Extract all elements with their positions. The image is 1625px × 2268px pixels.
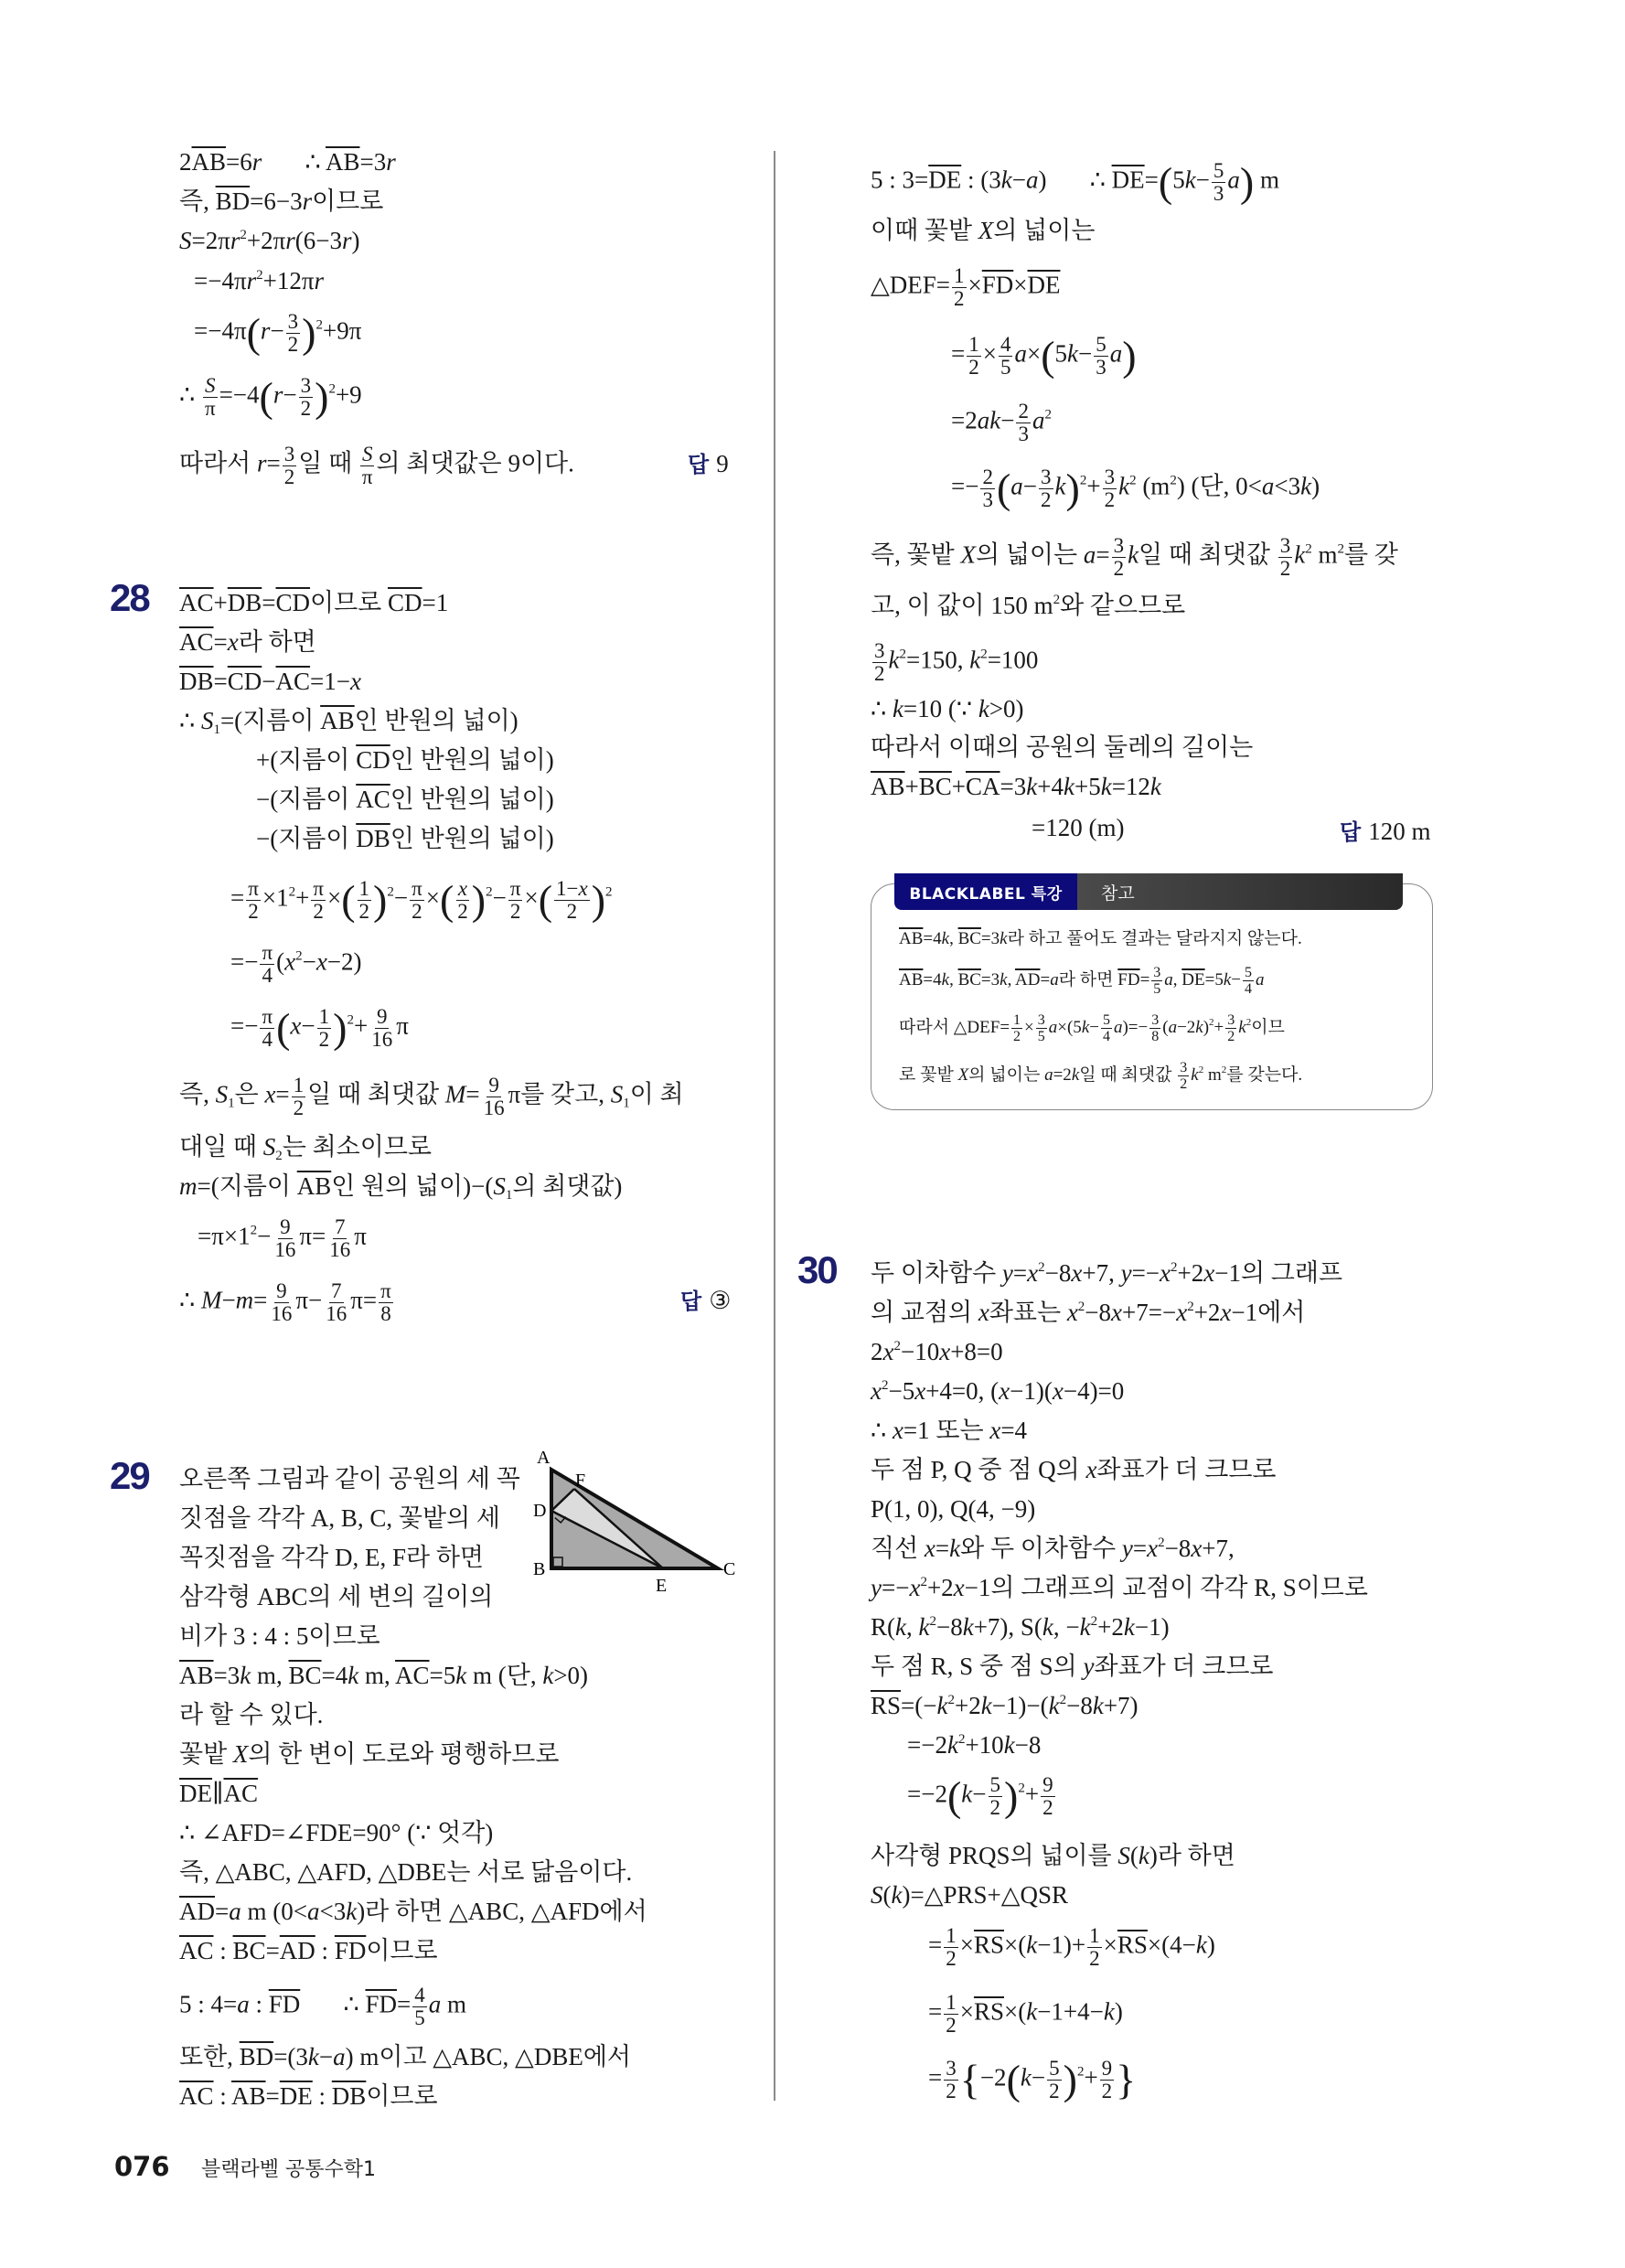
label-D: D: [533, 1501, 547, 1521]
q27-line-2: 즉, $\overline{BD}=6-3r$이므로: [179, 187, 384, 215]
book-title: 블랙라벨 공통수학1: [201, 2158, 377, 2181]
q28-line-3: $\overline{DB}=\overline{CD}-\overline{AC}=1-x$: [179, 668, 361, 695]
blacklabel-note-box: [871, 883, 1433, 1110]
q29-line-4: 삼각형 ABC의 세 변의 길이의: [179, 1583, 494, 1610]
q28-line-6: −(지름이 $\overline{AC}$인 반원의 넓이): [256, 786, 554, 813]
q29-line-7: 라 할 수 있다.: [179, 1701, 324, 1728]
q28-line-13: m=(지름이 $\overline{AB}$인 원의 넓이)$-(S_1$의 최댓값): [179, 1172, 623, 1203]
q30-line-6: 두 점 P, Q 중 점 Q의 x좌표가 더 크므로: [871, 1456, 1277, 1483]
note-label: BLACKLABEL 특강: [894, 873, 1077, 910]
q29-line-1: 오른쪽 그림과 같이 공원의 세 꼭: [179, 1465, 520, 1492]
q29-line-6: $\overline{AB}=3k$ m, $\overline{BC}=4k$ m, $\overline{AC}=5k$ m (단, k>0): [179, 1662, 589, 1689]
q29-answer: 답 120 m: [1340, 818, 1431, 845]
q27-line-6: ∴ $\frac{S}{\pi}$ =−4(r− $\frac{3}{2}$ )$^2$+9: [179, 373, 362, 421]
label-A: A: [537, 1448, 551, 1468]
q30-line-12: $\overline{RS}=(-k^2+2k-1)-(k^2-8k+7)$: [871, 1692, 1139, 1719]
q29c-line-12: $\overline{AB}+\overline{BC}+\overline{CA}=3k+4k+5k=12k$: [871, 773, 1161, 800]
answer-tag: 답: [688, 452, 710, 477]
q29-line-2: 짓점을 각각 A, B, C, 꽃밭의 세: [179, 1504, 501, 1532]
q29-line-15: 또한, $\overline{BD}=(3k-a)$ m이고 △ABC, △DBE에서: [179, 2043, 631, 2070]
q29-line-16: $\overline{AC}$ : $\overline{AB}=\overline{DE}$ : $\overline{DB}$이므로: [179, 2082, 438, 2110]
q28-line-14: $=\pi\times 1^2-$ $\frac{9}{16}$ π= $\frac{7}{16}$ π: [198, 1215, 367, 1261]
q30-line-7: P(1, 0), Q(4, −9): [871, 1495, 1036, 1523]
note-header: [894, 873, 1403, 910]
q30-line-9: $y=-x^2+2x-1$의 그래프의 교점이 각각 R, S이므로: [871, 1574, 1368, 1601]
q28-line-4: ∴ $S_1=$(지름이 $\overline{AB}$인 반원의 넓이): [179, 707, 519, 737]
q29-line-3: 꼭짓점을 각각 D, E, F라 하면: [179, 1544, 484, 1571]
q29c-line-6: =− $\frac{2}{3}$ (a− $\frac{3}{2}$ k)$^2$+ $\frac{3}{2}$ $k^2$ $(m^2)$ (단, 0<a<3k): [951, 465, 1320, 512]
q29-line-10: ∴ ∠AFD=∠FDE=90° (∵ 엇각): [179, 1819, 494, 1846]
q27-line-1: $2\overline{AB}=6r$ ∴ $\overline{AB}=3r$: [179, 148, 396, 176]
q30-line-14: =−2(k− $\frac{5}{2}$ )$^2$+ $\frac{9}{2}$: [907, 1772, 1053, 1820]
q28-line-1: $\overline{AC}+\overline{DB}=\overline{CD}$이므로 $\overline{CD}=1$: [179, 589, 449, 616]
q28-line-15: ∴ M−m= $\frac{9}{16}$ π− $\frac{7}{16}$ π= $\frac{\pi}{8}$: [179, 1279, 391, 1325]
q29-line-13: $\overline{AC}$ : $\overline{BC}=\overline{AD}$ : $\overline{FD}$이므로: [179, 1937, 438, 1964]
q28-line-8: = $\frac{\pi}{2}$ $\times 1^2+$ $\frac{\pi}{2}$ ×( $\frac{1}{2}$ )$^2$− $\frac{\pi}{2}$ ×( $\frac{x}{2}$ )$^2$− $\frac{\pi}{2}$ ×( $\frac{1-x}{2}$ )$^2$: [230, 876, 613, 924]
q27-line-7: 따라서 r= $\frac{3}{2}$ 일 때 $\frac{S}{\pi}$ 의 최댓값은 9이다.: [179, 443, 574, 488]
q28-line-7: −(지름이 $\overline{DB}$인 반원의 넓이): [256, 825, 554, 852]
q29c-line-2: 이때 꽃밭 X의 넓이는: [871, 217, 1096, 244]
q29c-line-1: 5 : $3=\overline{DE}$ : (3k−a) ∴ $\overline{DE}=(5k-$ $\frac{5}{3}$ a) m: [871, 158, 1279, 206]
q29c-line-7: 즉, 꽃밭 X의 넓이는 a= $\frac{3}{2}$ k일 때 최댓값 $\frac{3}{2}$ $k^2$ $m^2$를 갖: [871, 534, 1398, 580]
question-number-28: 28: [110, 576, 149, 619]
q29-line-9: $\overline{DE}\parallel\overline{AC}$: [179, 1780, 258, 1807]
question-number-29: 29: [110, 1454, 149, 1497]
q28-line-2: $\overline{AC}=x$라 하면: [179, 628, 316, 656]
q30-line-2: 의 교점의 x좌표는 $x^2-8x+7=-x^2+2x-1$에서: [871, 1299, 1306, 1326]
answer-tag: 답: [1340, 819, 1362, 845]
q30-line-16: S(k)=△PRS+△QSR: [871, 1881, 1069, 1909]
q29-line-11: 즉, △ABC, △AFD, △DBE는 서로 닮음이다.: [179, 1858, 633, 1886]
q30-line-18: = $\frac{1}{2}$ $\times\overline{RS}\times(k-1+4-k)$: [928, 1991, 1123, 2037]
q29-line-14: 5 : 4=a : $\overline{FD}$ ∴ $\overline{FD}=$ $\frac{4}{5}$ a m: [179, 1984, 466, 2029]
q29-line-12: $\overline{AD}=a$ m (0<a<3k)라 하면 △ABC, △AFD에서: [179, 1898, 647, 1925]
q30-line-5: ∴ x=1 또는 x=4: [871, 1417, 1028, 1444]
q29c-line-10: ∴ k=10 (∵ k>0): [871, 695, 1024, 722]
label-C: C: [723, 1559, 736, 1579]
page-number: 076: [114, 2151, 170, 2182]
q29-line-5: 비가 3 : 4 : 5이므로: [179, 1622, 380, 1650]
note-line-1: $\overline{AB}=4k$, $\overline{BC}=3k$라 하고 풀어도 결과는 달라지지 않는다.: [899, 929, 1302, 948]
q27-line-5: =−4π(r− $\frac{3}{2}$ )$^2$+9π: [194, 309, 362, 357]
q29c-line-13: =120 (m): [1032, 814, 1125, 841]
q27-answer: 답 9: [688, 450, 729, 477]
q29c-line-11: 따라서 이때의 공원의 둘레의 길이는: [871, 733, 1254, 761]
q30-line-1: 두 이차함수 $y=x^2-8x+7$, $y=-x^2+2x-1$의 그래프: [871, 1259, 1343, 1287]
label-F: F: [575, 1471, 586, 1491]
note-line-2: $\overline{AB}=4k$, $\overline{BC}=3k$, $\overline{AD}=a$라 하면 $\overline{FD}=$ $\frac{3}{5}$ a, $\overline{DE}=5k-$ $\frac{5}{4}$ a: [899, 965, 1265, 997]
q30-line-11: 두 점 R, S 중 점 S의 y좌표가 더 크므로: [871, 1653, 1274, 1680]
note-line-4: 로 꽃밭 X의 넓이는 a=2k일 때 최댓값 $\frac{3}{2}$ $k^2$ $m^2$를 갖는다.: [899, 1060, 1303, 1092]
q30-line-19: = $\frac{3}{2}$ {−2(k− $\frac{5}{2}$ )$^2$+ $\frac{9}{2}$ }: [928, 2056, 1137, 2103]
answer-tag: 답: [680, 1289, 702, 1314]
q30-line-4: $x^2-5x+4=0$, (x−1)(x−4)=0: [871, 1377, 1125, 1405]
label-E: E: [656, 1576, 668, 1596]
q28-answer: 답 ③: [680, 1287, 732, 1314]
q27-line-4: $=-4\pi r^2+12\pi r$: [194, 267, 324, 294]
q29-line-8: 꽃밭 X의 한 변이 도로와 평행하므로: [179, 1740, 560, 1768]
q28-line-9: =− $\frac{\pi}{4}$ $(x^2-x-2)$: [230, 941, 362, 987]
column-divider: [774, 151, 775, 2101]
q29c-line-3: △DEF= $\frac{1}{2}$ $\times\overline{FD}\times\overline{DE}$: [871, 264, 1061, 310]
q28-line-12: 대일 때 $S_2$는 최소이므로: [179, 1133, 432, 1163]
q30-line-15: 사각형 PRQS의 넓이를 S(k)라 하면: [871, 1842, 1235, 1869]
q29c-line-5: =2ak− $\frac{2}{3}$ $a^2$: [951, 400, 1052, 445]
q28-line-5: +(지름이 $\overline{CD}$인 반원의 넓이): [256, 746, 554, 774]
q28-line-11: 즉, $S_1$은 x= $\frac{1}{2}$ 일 때 최댓값 M= $\frac{9}{16}$ π를 갖고, $S_1$이 최: [179, 1074, 684, 1119]
q29c-line-8: 고, 이 값이 150 $m^2$와 같으므로: [871, 592, 1186, 619]
q30-line-13: $=-2k^2+10k-8$: [907, 1731, 1042, 1759]
q30-line-8: 직선 x=k와 두 이차함수 $y=x^2-8x+7$,: [871, 1535, 1235, 1562]
q30-line-10: R(k, $k^2-8k+7$), S(k, $-k^2+2k-1$): [871, 1613, 1170, 1641]
q30-line-17: = $\frac{1}{2}$ $\times\overline{RS}\times(k-1)+$ $\frac{1}{2}$ $\times\overline{RS}\times(4-k)$: [928, 1924, 1215, 1970]
q29c-line-9: $\frac{3}{2}$ $k^2=150$, $k^2=100$: [874, 639, 1039, 685]
q30-line-3: $2x^2-10x+8=0$: [871, 1338, 1003, 1365]
question-number-30: 30: [797, 1248, 837, 1291]
q27-line-3: $S=2\pi r^2+2\pi r(6-3r)$: [179, 227, 360, 254]
note-category: 참고: [1077, 873, 1403, 910]
triangle-figure: [517, 1436, 754, 1619]
note-line-3: 따라서 △DEF= $\frac{1}{2}$ × $\frac{3}{5}$ a×(5k− $\frac{5}{4}$ a)=− $\frac{3}{8}$ $(a-2k)^2+$ $\frac{3}{2}$ $k^2$이므: [899, 1012, 1285, 1044]
label-B: B: [533, 1559, 546, 1579]
q29c-line-4: = $\frac{1}{2}$ × $\frac{4}{5}$ a×(5k− $\frac{5}{3}$ a): [951, 332, 1137, 380]
q28-line-10: =− $\frac{\pi}{4}$ (x− $\frac{1}{2}$ )$^2$+ $\frac{9}{16}$ π: [230, 1004, 409, 1052]
